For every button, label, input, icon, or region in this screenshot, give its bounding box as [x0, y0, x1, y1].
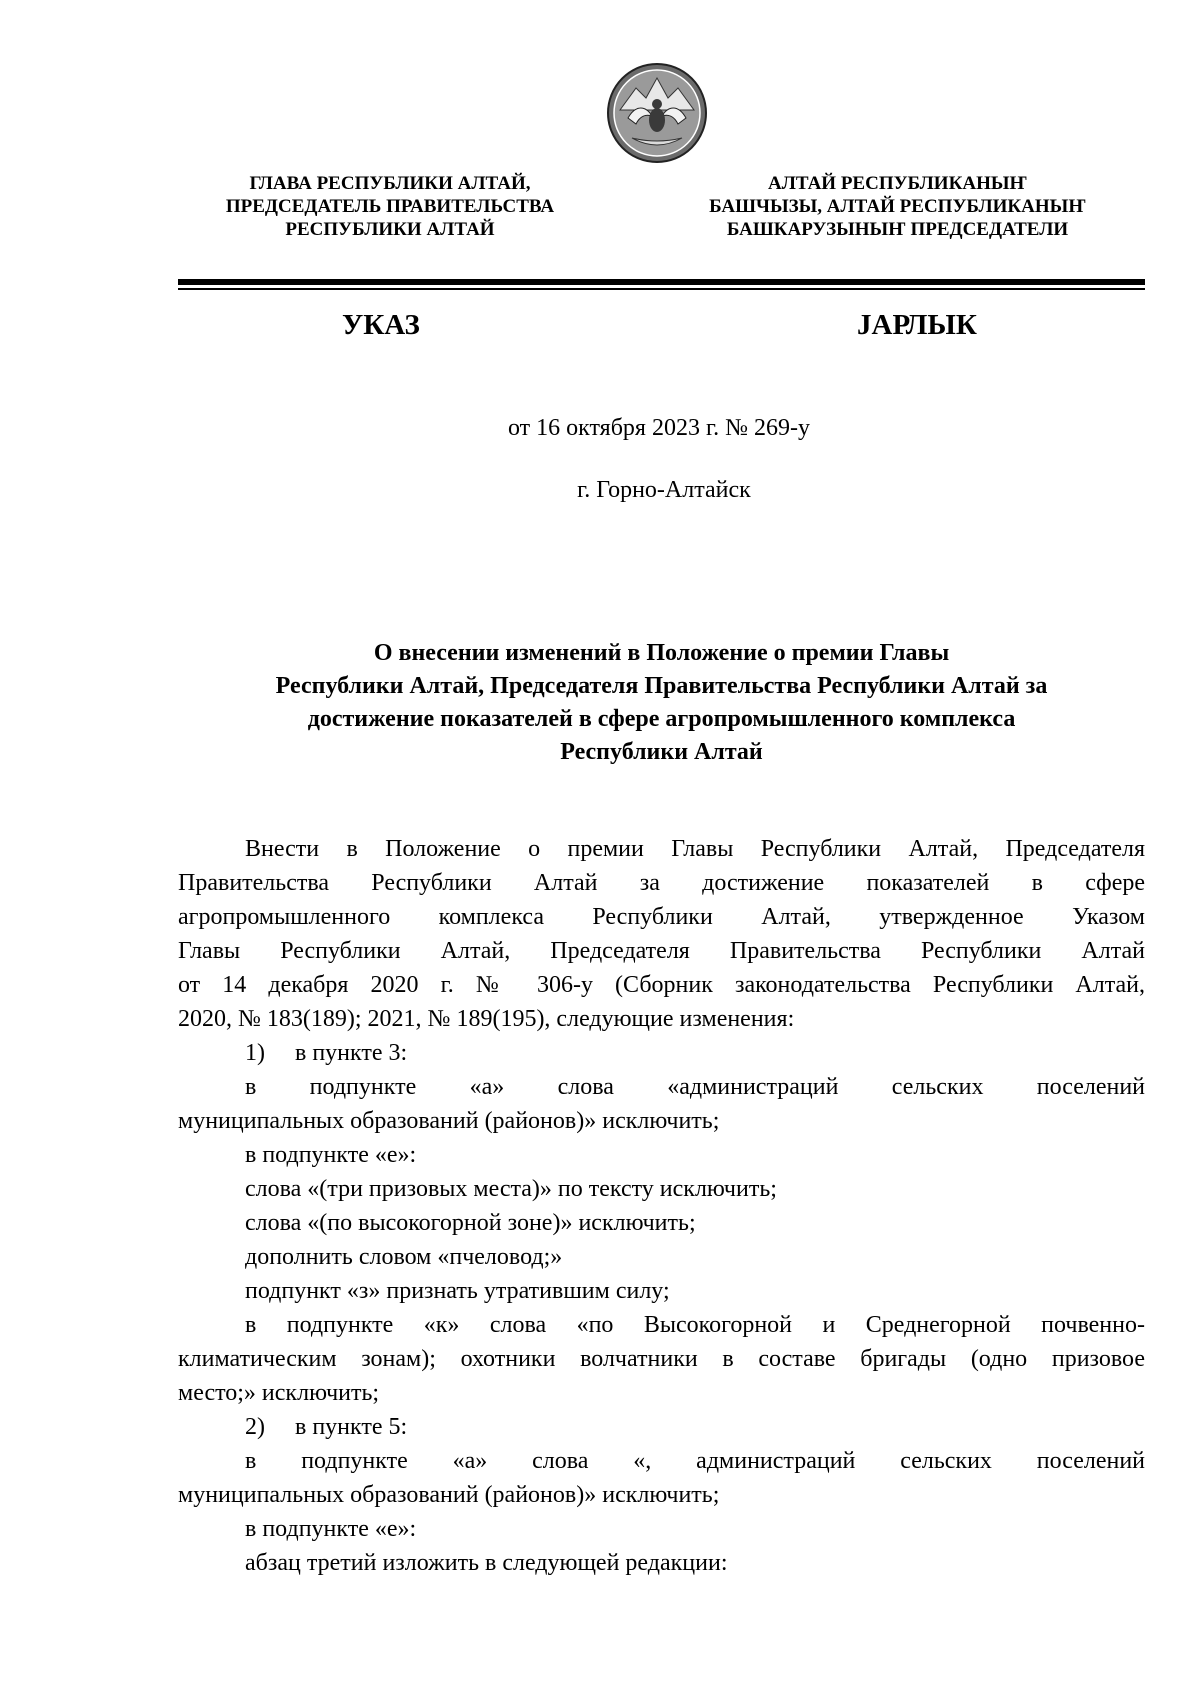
body-line: слова «(три призовых места)» по тексту исключить;	[245, 1176, 777, 1202]
body-line: дополнить словом «пчеловод;»	[245, 1244, 563, 1270]
header-left-line: РЕСПУБЛИКИ АЛТАЙ	[285, 219, 495, 240]
body-line: абзац третий изложить в следующей редакции:	[245, 1550, 728, 1576]
list-item-1	[178, 1036, 1145, 1070]
list-item-2	[178, 1410, 1145, 1444]
document-date-number: от 16 октября 2023 г. № 269-у	[507, 415, 810, 441]
list-item-text: в пункте 5:	[295, 1414, 408, 1440]
body-line: Внести в Положение о премии Главы Республики Алтай, Председателя	[245, 836, 1145, 862]
body-line: Правительства Республики Алтай за достижение показателей в сфере	[178, 870, 1145, 896]
body-line: муниципальных образований (районов)» исключить;	[178, 1482, 720, 1508]
header-left-line: ПРЕДСЕДАТЕЛЬ ПРАВИТЕЛЬСТВА	[225, 196, 555, 217]
body-line: 2020, № 183(189); 2021, № 189(195), следующие изменения:	[178, 1006, 795, 1032]
body-line: агропромышленного комплекса Республики Алтай, утвержденное Указом	[178, 904, 1145, 930]
body-line: Главы Республики Алтай, Председателя Правительства Республики Алтай	[178, 938, 1145, 964]
document-type-altai: JАРЛЫК	[857, 309, 977, 341]
header-left-line: ГЛАВА РЕСПУБЛИКИ АЛТАЙ,	[249, 173, 531, 194]
header-right-line: БАШКАРУЗЫНЫҤ ПРЕДСЕДАТЕЛИ	[726, 219, 1069, 240]
body-line: в подпункте «е»:	[245, 1142, 417, 1168]
header-divider-thin	[178, 288, 1145, 290]
list-number: 2)	[245, 1414, 265, 1440]
title-line: Республики Алтай	[560, 739, 763, 765]
document-type-russian: УКАЗ	[342, 309, 420, 341]
issuer-title-altai	[690, 172, 1105, 241]
document-title	[178, 637, 1145, 769]
body-line: слова «(по высокогорной зоне)» исключить;	[245, 1210, 696, 1236]
title-line: О внесении изменений в Положение о премии Главы	[373, 640, 950, 666]
body-line: от 14 декабря 2020 г. № 306-у (Сборник законодательства Республики Алтай,	[178, 972, 1145, 998]
header-right-line: АЛТАЙ РЕСПУБЛИКАНЫҤ	[767, 173, 1028, 194]
header-divider-thick	[178, 279, 1145, 285]
list-item-text: в пункте 3:	[295, 1040, 408, 1066]
body-line: в подпункте «а» слова «, администраций сельских поселений	[245, 1448, 1145, 1474]
document-city: г. Горно-Алтайск	[577, 477, 751, 503]
body-line: в подпункте «е»:	[245, 1516, 417, 1542]
body-line: место;» исключить;	[178, 1380, 380, 1406]
body-line: климатическим зонам); охотники волчатники в составе бригады (одно призовое	[178, 1346, 1145, 1372]
body-line: в подпункте «а» слова «администраций сельских поселений	[245, 1074, 1145, 1100]
header-right-line: БАШЧЫЗЫ, АЛТАЙ РЕСПУБЛИКАНЫҤ	[709, 196, 1086, 217]
title-line: достижение показателей в сфере агропромышленного комплекса	[307, 706, 1016, 732]
body-line: в подпункте «к» слова «по Высокогорной и Среднегорной почвенно-	[245, 1312, 1145, 1338]
body-line: муниципальных образований (районов)» исключить;	[178, 1108, 720, 1134]
title-line: Республики Алтай, Председателя Правительства Республики Алтай за	[275, 673, 1048, 699]
coat-of-arms-emblem	[606, 62, 708, 164]
document-body	[178, 832, 1145, 1580]
body-line: подпункт «з» признать утратившим силу;	[245, 1278, 670, 1304]
list-number: 1)	[245, 1040, 265, 1066]
issuer-title-russian	[185, 172, 595, 241]
